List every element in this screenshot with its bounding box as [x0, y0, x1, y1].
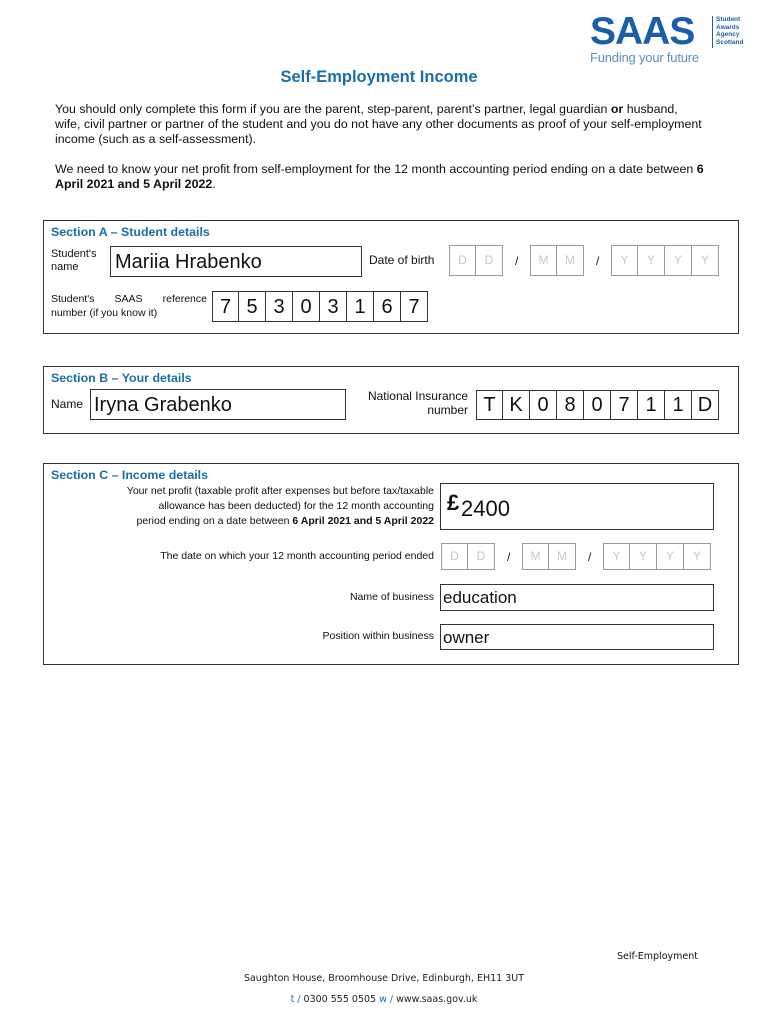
form-name-footer: Self-Employment: [617, 951, 698, 962]
ni-char: 1: [638, 390, 665, 420]
period-end-date-label: The date on which your 12 month accounting period ended: [160, 550, 434, 562]
your-name-label: Name: [51, 397, 84, 411]
dob-separator: /: [515, 254, 519, 268]
page-title: Self-Employment Income: [280, 68, 478, 86]
footer-contact: t / 0300 555 0505 w / www.saas.gov.uk: [290, 994, 478, 1005]
ni-char: T: [476, 390, 503, 420]
dob-separator: /: [596, 254, 600, 268]
student-name-field[interactable]: [110, 246, 362, 277]
dob-label: Date of birth: [369, 253, 435, 267]
dob-year-field[interactable]: Y Y Y Y: [611, 245, 719, 276]
position-label: Position within business: [322, 630, 434, 642]
position-field[interactable]: [440, 624, 714, 650]
ref-digit: 7: [212, 291, 239, 322]
profit-label-2: allowance has been deducted) for the 12 month accounting: [158, 500, 434, 512]
position-value: owner: [443, 628, 490, 647]
logo-org-name: Student Awards Agency Scotland: [716, 16, 744, 46]
ni-label-2: number: [427, 403, 468, 417]
section-b: [43, 366, 739, 434]
ref-digit: 3: [320, 291, 347, 322]
intro-paragraph-1: You should only complete this form if you are the parent, step-parent, parent’s partner, legal guardian or husband, wife, civil partner or partner of the student and you do not have any other documents as proof of your self-employment income (such as a self-assessment).: [55, 102, 702, 146]
footer-phone: 0300 555 0505: [303, 994, 377, 1005]
ni-label-1: National Insurance: [367, 389, 468, 403]
net-profit-value: 2400: [461, 496, 510, 521]
business-name-value: education: [443, 588, 517, 607]
ni-char: D: [692, 390, 719, 420]
date-separator: /: [588, 550, 592, 564]
ref-number-label-2: number (if you know it): [51, 307, 158, 319]
ni-number-field[interactable]: [476, 390, 719, 420]
logo-tagline: Funding your future: [590, 50, 699, 65]
ref-digit: 5: [239, 291, 266, 322]
period-end-day-field[interactable]: D D: [441, 543, 495, 570]
dob-day-field[interactable]: D D: [449, 245, 503, 276]
ni-char: 8: [557, 390, 584, 420]
section-c-title: Section C – Income details: [51, 468, 208, 482]
ref-digit: 0: [293, 291, 320, 322]
logo-wordmark: SAAS: [590, 10, 695, 53]
ref-digit: 6: [374, 291, 401, 322]
ref-digit: 1: [347, 291, 374, 322]
ni-char: 7: [611, 390, 638, 420]
section-b-title: Section B – Your details: [51, 371, 192, 385]
section-a-title: Section A – Student details: [51, 225, 210, 239]
ref-number-label-1: Student's SAAS reference: [51, 293, 207, 305]
ni-char: 0: [584, 390, 611, 420]
your-name-value: Iryna Grabenko: [94, 394, 232, 416]
business-name-field[interactable]: [440, 584, 714, 611]
pound-sign: £: [447, 490, 460, 515]
ni-char: K: [503, 390, 530, 420]
period-end-year-field[interactable]: Y Y Y Y: [603, 543, 711, 570]
profit-label-3: period ending on a date between 6 April 2021 and 5 April 2022: [136, 515, 434, 527]
ni-char: 0: [530, 390, 557, 420]
footer-website[interactable]: www.saas.gov.uk: [396, 994, 478, 1005]
profit-label-1: Your net profit (taxable profit after expenses but before tax/taxable: [126, 485, 434, 497]
ref-digit: 3: [266, 291, 293, 322]
intro-paragraph-2: We need to know your net profit from self-employment for the 12 month accounting period ending on a date between 6 April 2021 and 5 April 2022.: [55, 162, 704, 191]
saas-logo: [588, 10, 748, 68]
ref-digit: 7: [401, 291, 428, 322]
business-name-label: Name of business: [349, 591, 434, 603]
net-profit-field[interactable]: [440, 483, 714, 530]
period-end-month-field[interactable]: M M: [522, 543, 576, 570]
logo-divider: [712, 16, 713, 48]
student-name-label: Student's name: [51, 248, 97, 273]
student-name-value: Mariia Hrabenko: [115, 251, 262, 273]
footer-address: Saughton House, Broomhouse Drive, Edinburgh, EH11 3UT: [243, 973, 525, 984]
section-a: [43, 220, 739, 334]
ref-number-field[interactable]: [212, 291, 428, 322]
your-name-field[interactable]: [90, 389, 346, 420]
section-c: [43, 463, 739, 665]
ni-char: 1: [665, 390, 692, 420]
dob-month-field[interactable]: M M: [530, 245, 584, 276]
date-separator: /: [507, 550, 511, 564]
